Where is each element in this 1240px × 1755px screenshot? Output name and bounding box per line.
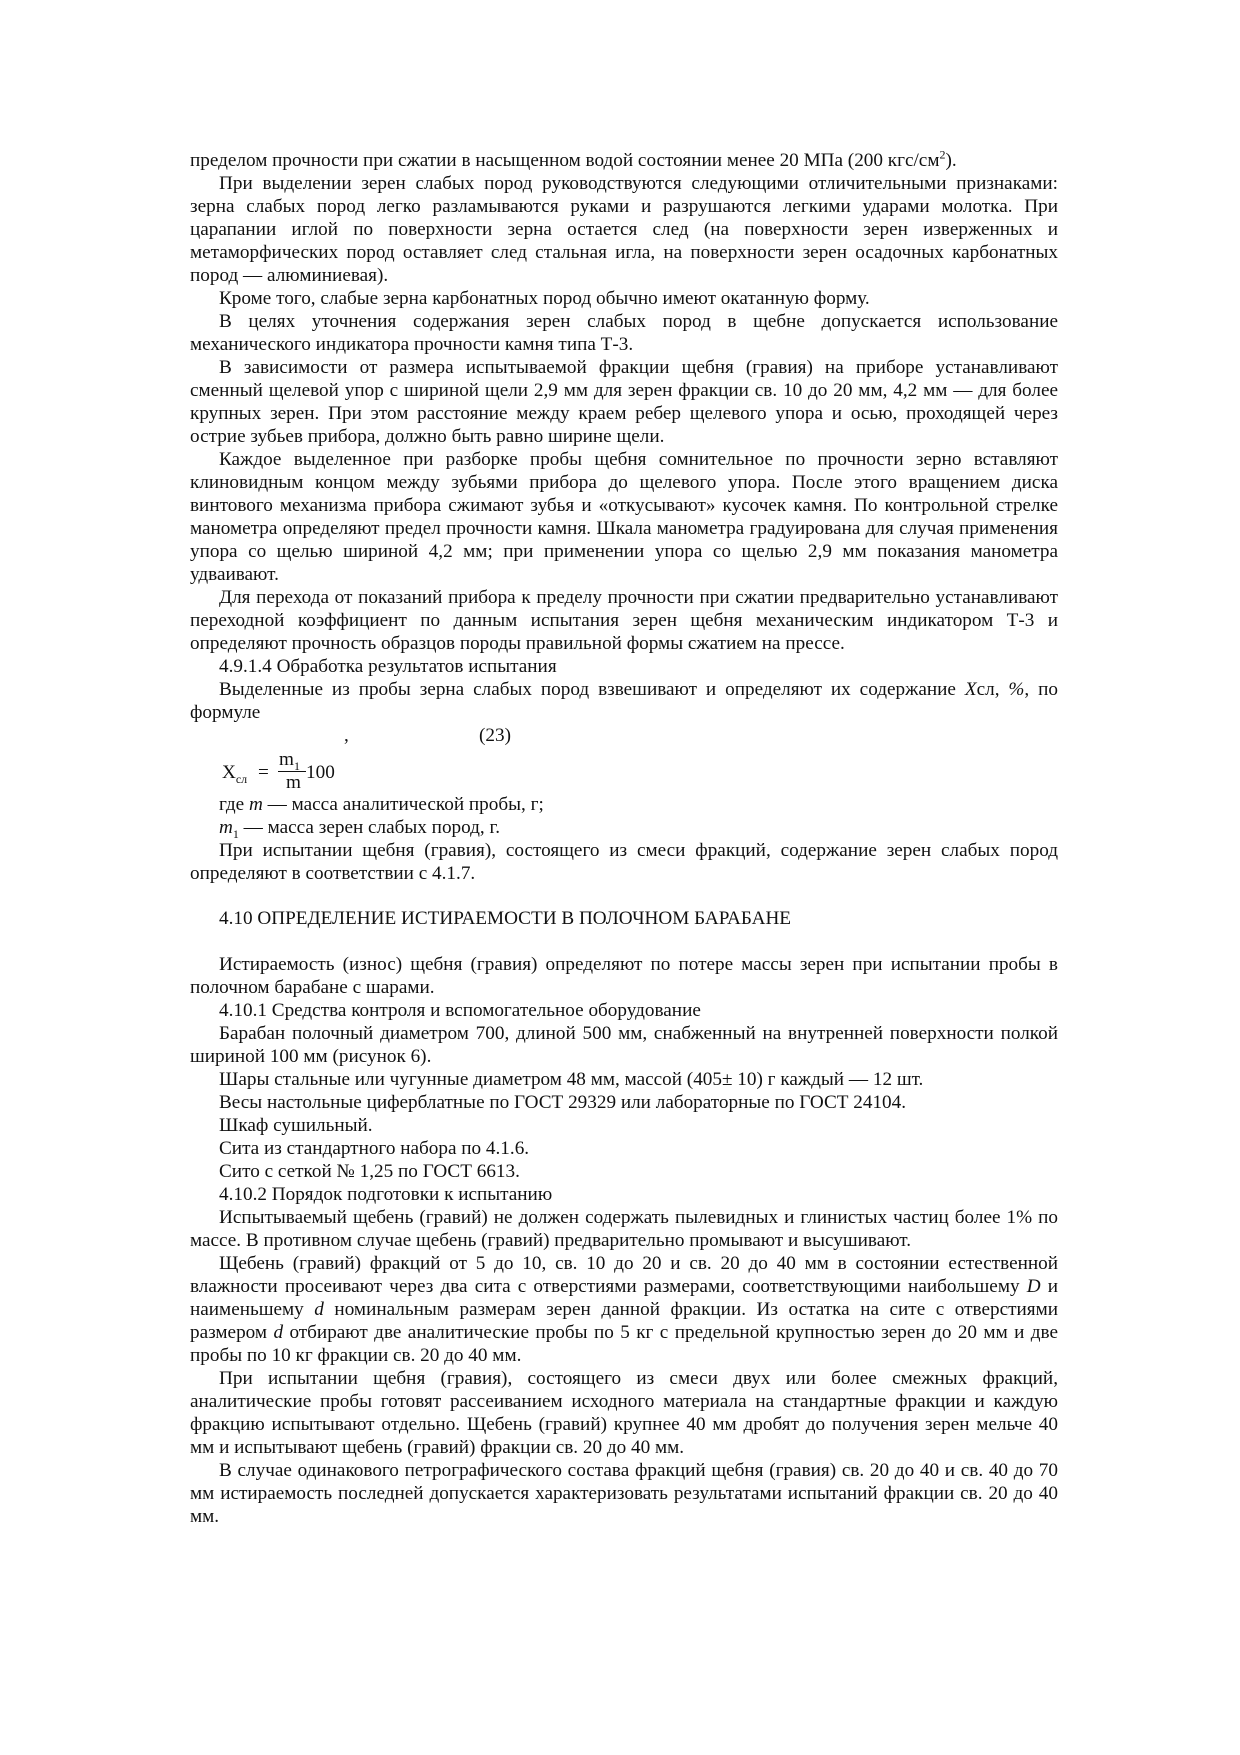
paragraph-scales: Весы настольные циферблатные по ГОСТ 29329 или лабораторные по ГОСТ 24104. (219, 1092, 907, 1113)
document-page (190, 149, 1058, 1528)
paragraph-same-petrography: В случае одинакового петрографического состава фракций щебня (гравия) св. 20 до 40 и св. 40 до 70 мм истираемость последней допускается характеризовать результатами испытаний фракции св. 20 до 40 мм. (190, 1460, 1058, 1527)
paragraph-dust-content: Испытываемый щебень (гравий) не должен содержать пылевидных и глинистых частиц более 1% по массе. В противном случае щебень (гравий) предварительно промывают и высушивают. (190, 1207, 1058, 1251)
subsection-heading-4-9-1-4: 4.9.1.4 Обработка результатов испытания (219, 656, 557, 677)
paragraph-mixed-adjacent-fractions: При испытании щебня (гравия), состоящего из смеси двух или более смежных фракций, аналитические пробы готовят рассеиванием исходного материала на стандартные фракции и каждую фракцию испытывают отдельно. Щебень (гравий) крупнее 40 мм дробят до получения зерен мельче 40 мм и испытывают щебень (гравий) фракции св. 20 до 40 мм. (190, 1368, 1058, 1458)
section-heading-4-10: 4.10 ОПРЕДЕЛЕНИЕ ИСТИРАЕМОСТИ В ПОЛОЧНОМ БАРАБАНЕ (219, 908, 792, 929)
paragraph-sieves: Сита из стандартного набора по 4.1.6. (219, 1138, 530, 1159)
formula-comma: , (344, 725, 349, 746)
formula-denominator: m (286, 772, 301, 793)
paragraph-grain-insertion: Каждое выделенное при разборке пробы щебня сомнительное по прочности зерно вставляют клиновидным концом между зубьями прибора до щелевого упора. После этого вращением диска винтового механизма прибора сжимают зубья и «откусывают» кусочек камня. По контрольной стрелке манометра определяют предел прочности камня. Шкала манометра градуирована для случая применения упора со щелью шириной 4,2 мм; при применении упора со щелью 2,9 мм показания манометра удваивают. (190, 449, 1058, 585)
paragraph-balls: Шары стальные или чугунные диаметром 48 мм, массой (405± 10) г каждый — 12 шт. (219, 1069, 924, 1090)
superscript-2: 2 (939, 147, 946, 162)
paragraph-mixed-fractions: При испытании щебня (гравия), состоящего из смеси фракций, содержание зерен слабых пород определяют в соответствии с 4.1.7. (190, 840, 1058, 884)
paragraph-rounded-form: Кроме того, слабые зерна карбонатных пород обычно имеют окатанную форму. (219, 288, 870, 309)
paragraph-weak-grain-signs: При выделении зерен слабых пород руководствуются следующими отличительными признаками: зерна слабых пород легко разламываются руками и разрушаются легкими ударами молотка. При царапании иглой по поверхности зерна остается след (на поверхности зерен изверженных и метаморфических пород оставляет след стальная игла, на поверхности зерен осадочных карбонатных пород — алюминиевая). (190, 173, 1058, 286)
paragraph-content-formula-intro: Выделенные из пробы зерна слабых пород взвешивают и определяют их содержание Хсл, %, по формуле (190, 679, 1058, 723)
formula-multiplier: 100 (306, 762, 335, 783)
paragraph-sieve-mesh: Сито с сеткой № 1,25 по ГОСТ 6613. (219, 1161, 520, 1182)
formula-equals: = (258, 762, 269, 783)
formula-numerator: $m_1$ (279, 749, 300, 773)
variable-x: Х (964, 679, 977, 700)
paragraph-sieving-fractions: Щебень (гравий) фракций от 5 до 10, св. 10 до 20 и св. 20 до 40 мм в состоянии естественной влажности просеивают через два сита с отверстиями размерами, соответствующими наибольшему D и наименьшему d номинальным размерам зерен данной фракции. Из остатка на сите с отверстиями размером d отбирают две аналитические пробы по 5 кг с предельной крупностью зерен до 20 мм и две пробы по 10 кг фракции св. 20 до 40 мм. (190, 1253, 1059, 1366)
subsection-heading-4-10-2: 4.10.2 Порядок подготовки к испытанию (219, 1184, 553, 1205)
formula-23 (190, 747, 1058, 793)
paragraph-transition-coefficient: Для перехода от показаний прибора к пределу прочности при сжатии предварительно устанавливают переходной коэффициент по данным испытания зерен щебня механическим индикатором Т-3 и определяют прочность образцов породы правильной формы сжатием на прессе. (190, 587, 1058, 654)
paragraph-strength-limit: пределом прочности при сжатии в насыщенном водой состоянии менее 20 МПа (200 кгс/$см^2$). (190, 147, 957, 171)
paragraph-abrasion-intro: Истираемость (износ) щебня (гравия) определяют по потере массы зерен при испытании пробы в полочном барабане с шарами. (190, 954, 1058, 998)
formula-lhs: $Х_{сл}$ (222, 762, 248, 786)
paragraph-drum: Барабан полочный диаметром 700, длиной 500 мм, снабженный на внутренней поверхности полкой шириной 100 мм (рисунок 6). (190, 1023, 1058, 1067)
formula-number-row (190, 724, 1058, 747)
subsection-heading-4-10-1: 4.10.1 Средства контроля и вспомогательное оборудование (219, 1000, 701, 1021)
paragraph-drying-cabinet: Шкаф сушильный. (219, 1115, 373, 1136)
formula-number: (23) (479, 725, 511, 746)
definition-m1: $m_1$ — масса зерен слабых пород, г. (219, 817, 501, 841)
paragraph-slot-stop: В зависимости от размера испытываемой фракции щебня (гравия) на приборе устанавливают сменный щелевой упор с шириной щели 2,9 мм для зерен фракции св. 10 до 20 мм, 4,2 мм — для более крупных зерен. При этом расстояние между краем ребер щелевого упора и осью, проходящей через острие зубьев прибора, должно быть равно ширине щели. (190, 357, 1058, 447)
paragraph-indicator-t3: В целях уточнения содержания зерен слабых пород в щебне допускается использование механического индикатора прочности камня типа Т-3. (190, 311, 1058, 355)
definition-m: где m — масса аналитической пробы, г; (219, 794, 544, 815)
